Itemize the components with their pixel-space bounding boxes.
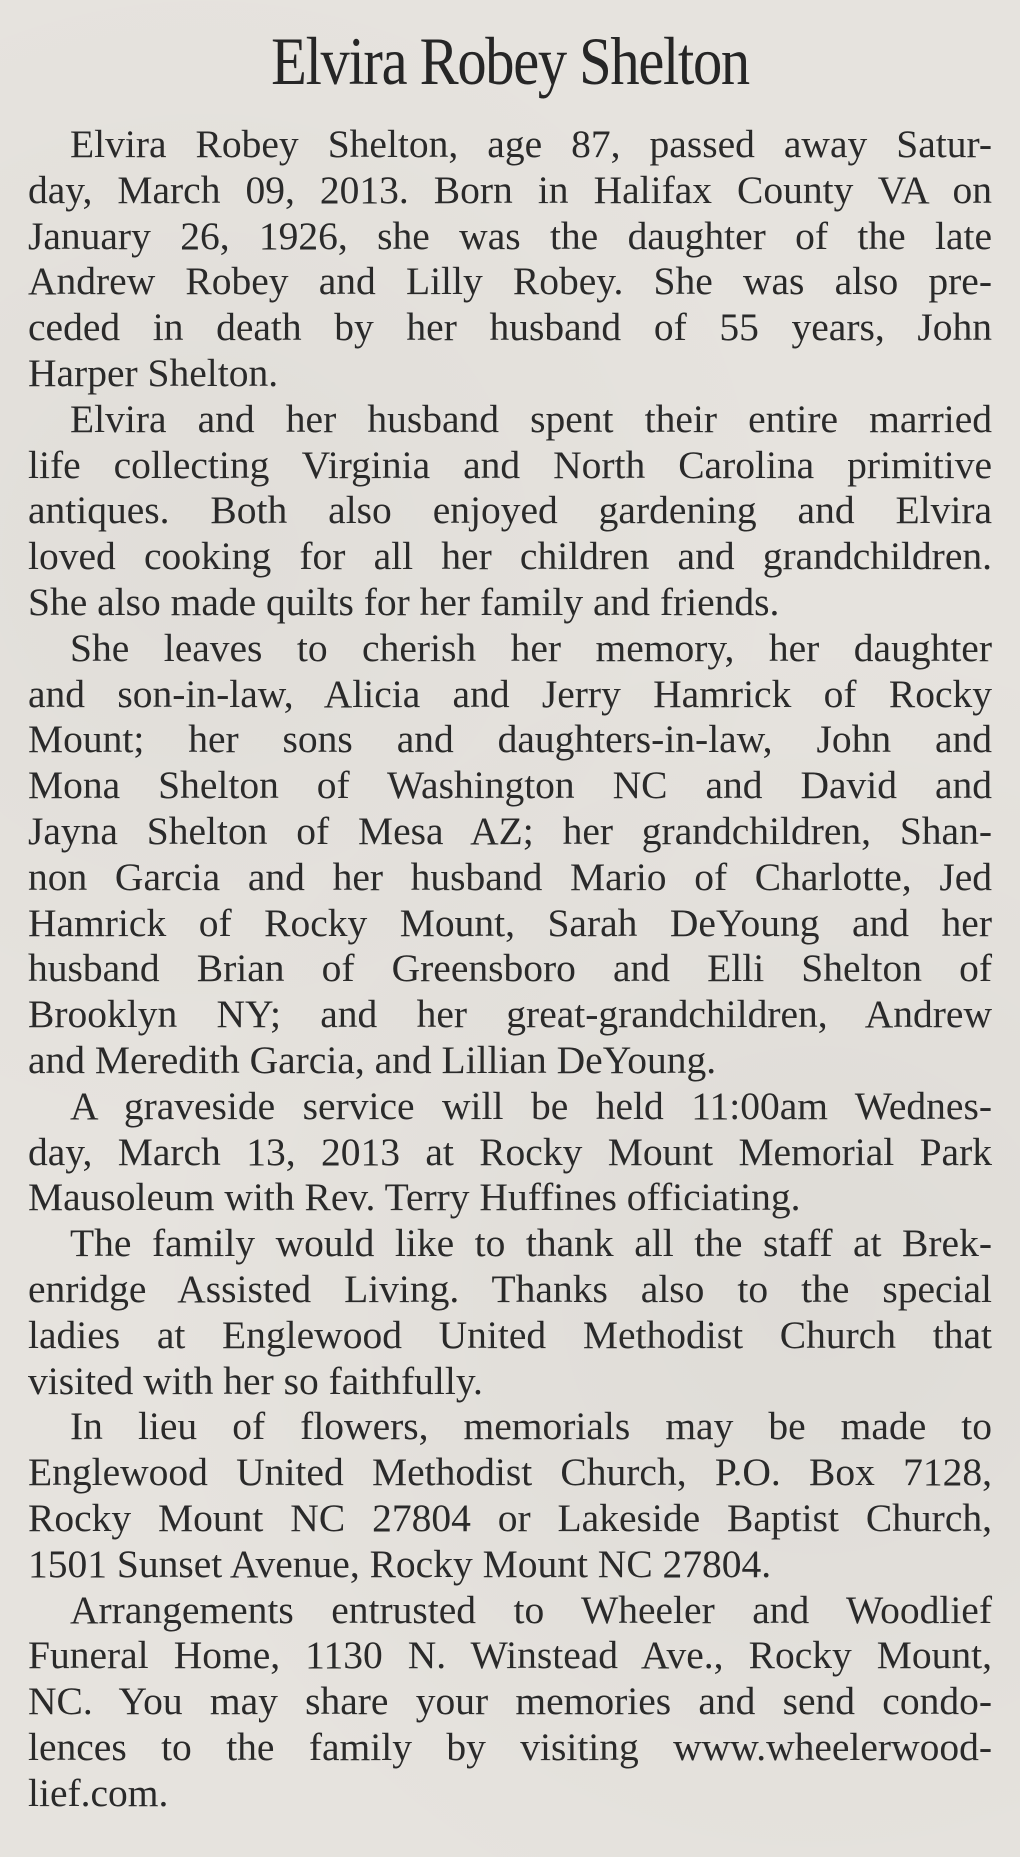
paragraph-2 bbox=[28, 397, 992, 626]
text-line: Brooklyn NY; and her great-grandchildren, Andrew bbox=[28, 992, 992, 1037]
text-line: Jayna Shelton of Mesa AZ; her grandchildren, Shan- bbox=[28, 808, 992, 853]
text-line: husband Brian of Greensboro and Elli Shelton of bbox=[28, 946, 992, 991]
text-line: visited with her so faithfully. bbox=[28, 1358, 483, 1403]
text-line: ceded in death by her husband of 55 years, John bbox=[28, 305, 992, 350]
text-line: Englewood United Methodist Church, P.O. Box 7128, bbox=[28, 1450, 992, 1495]
paragraph-4 bbox=[28, 1084, 992, 1221]
text-line: January 26, 1926, she was the daughter of the late bbox=[28, 213, 992, 258]
text-line: and son-in-law, Alicia and Jerry Hamrick of Rocky bbox=[28, 671, 992, 716]
text-line: day, March 13, 2013 at Rocky Mount Memorial Park bbox=[28, 1129, 992, 1174]
text-line: Harper Shelton. bbox=[28, 350, 279, 395]
text-line: life collecting Virginia and North Carolina primitive bbox=[28, 442, 992, 487]
text-line: Mausoleum with Rev. Terry Huffines officiating. bbox=[28, 1175, 801, 1220]
text-line: non Garcia and her husband Mario of Charlotte, Jed bbox=[28, 854, 992, 899]
text-line: day, March 09, 2013. Born in Halifax County VA on bbox=[28, 167, 992, 212]
text-line: Arrangements entrusted to Wheeler and Woodlief bbox=[70, 1587, 992, 1632]
text-line: She leaves to cherish her memory, her daughter bbox=[70, 625, 992, 670]
text-line: Mona Shelton of Washington NC and David and bbox=[28, 763, 992, 808]
text-line: In lieu of flowers, memorials may be made to bbox=[70, 1404, 992, 1449]
text-line: She also made quilts for her family and friends. bbox=[28, 579, 780, 624]
text-line: Rocky Mount NC 27804 or Lakeside Baptist Church, bbox=[28, 1495, 992, 1540]
text-line: Funeral Home, 1130 N. Winstead Ave., Rocky Mount, bbox=[28, 1633, 992, 1678]
text-line: enridge Assisted Living. Thanks also to the special bbox=[28, 1266, 992, 1311]
text-line: Mount; her sons and daughters-in-law, John and bbox=[28, 717, 992, 762]
text-line: NC. You may share your memories and send condo- bbox=[28, 1679, 992, 1724]
text-line: The family would like to thank all the staff at Brek- bbox=[70, 1221, 992, 1266]
text-line: Hamrick of Rocky Mount, Sarah DeYoung and her bbox=[28, 900, 992, 945]
text-line: A graveside service will be held 11:00am Wednes- bbox=[70, 1083, 992, 1128]
paragraph-5 bbox=[28, 1221, 992, 1404]
text-line: Elvira Robey Shelton, age 87, passed away Satur- bbox=[70, 122, 992, 166]
text-line: loved cooking for all her children and grandchildren. bbox=[28, 534, 992, 579]
text-line: lences to the family by visiting www.wheelerwood- bbox=[28, 1724, 992, 1769]
paragraph-7 bbox=[28, 1588, 992, 1817]
text-line: ladies at Englewood United Methodist Church that bbox=[28, 1312, 992, 1357]
text-line: Andrew Robey and Lilly Robey. She was also pre- bbox=[28, 259, 992, 304]
text-line: and Meredith Garcia, and Lillian DeYoung. bbox=[28, 1037, 717, 1082]
text-line: antiques. Both also enjoyed gardening and Elvira bbox=[28, 488, 992, 533]
text-line: Elvira and her husband spent their entire married bbox=[70, 396, 992, 441]
obituary-title: Elvira Robey Shelton bbox=[271, 23, 749, 99]
paragraph-3 bbox=[28, 626, 992, 1084]
paragraph-1 bbox=[28, 122, 992, 397]
obituary-body bbox=[28, 122, 992, 1816]
text-line: lief.com. bbox=[28, 1770, 169, 1815]
paragraph-6 bbox=[28, 1404, 992, 1587]
text-line: 1501 Sunset Avenue, Rocky Mount NC 27804. bbox=[28, 1541, 772, 1586]
